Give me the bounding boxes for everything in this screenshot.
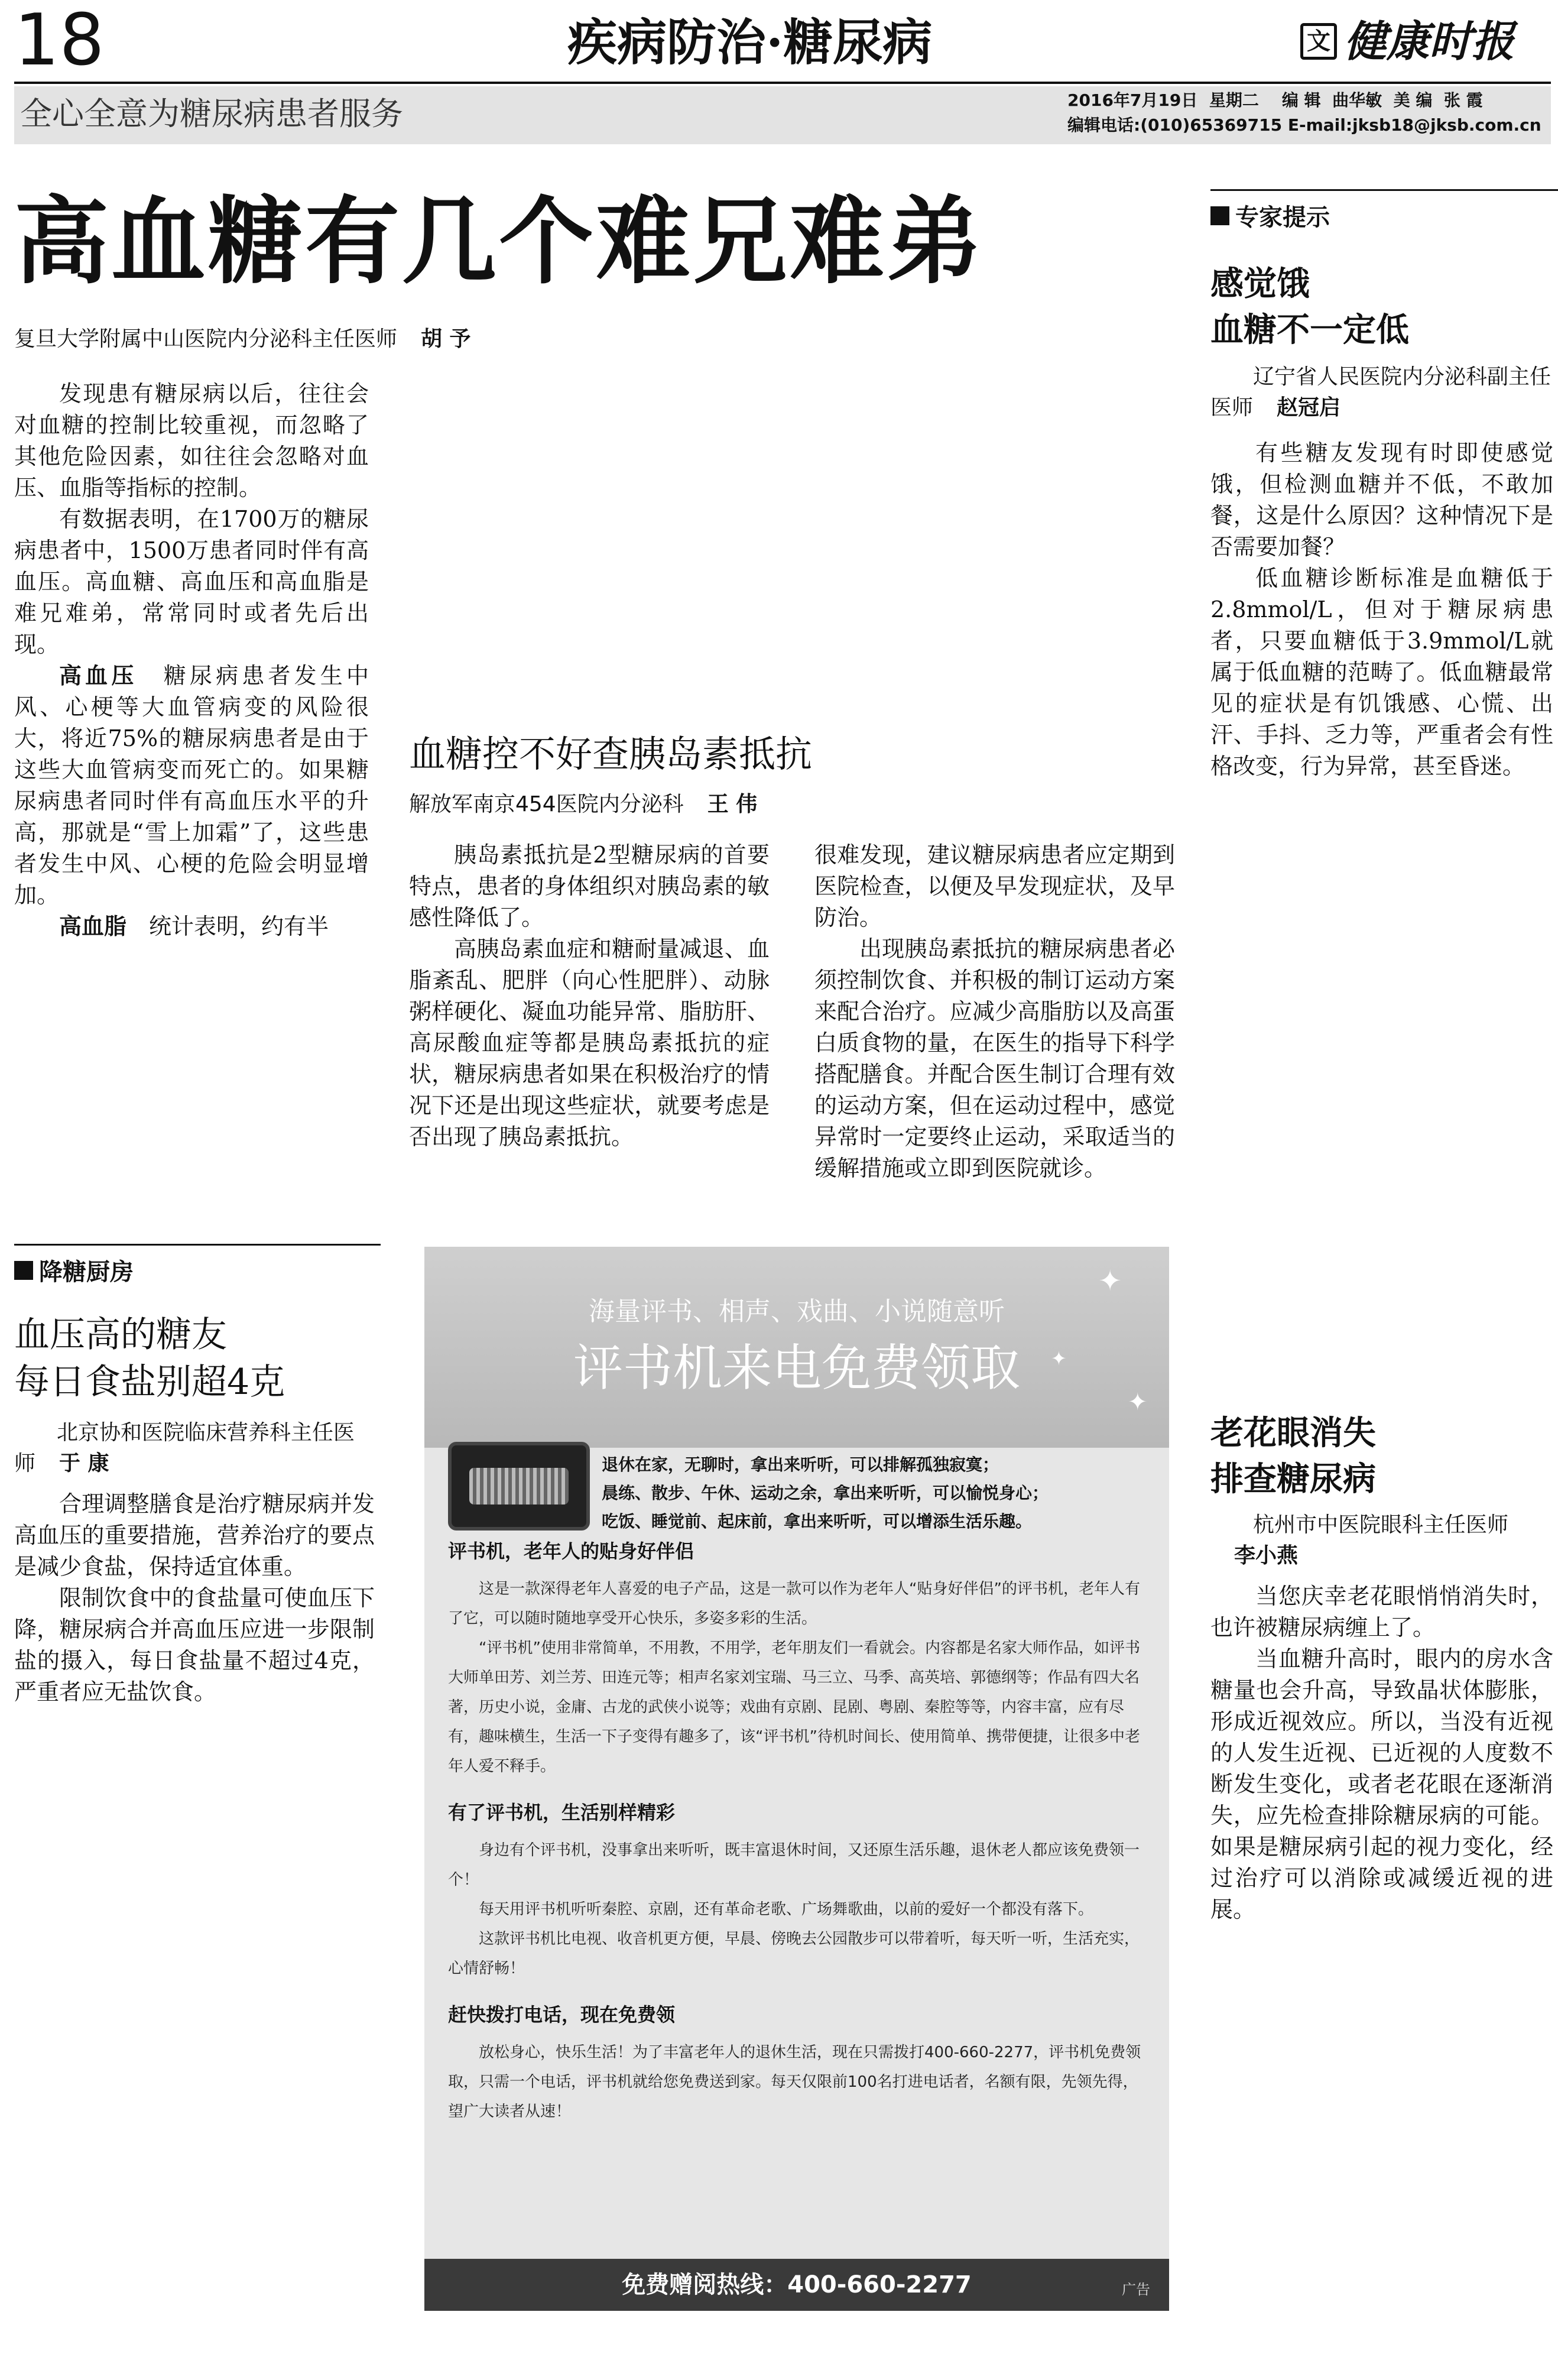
ad-paragraph: 这款评书机比电视、收音机更方便，早晨、傍晚去公园散步可以带着听，每天听一听，生活充实，心情舒畅！ (448, 1930, 1140, 1977)
paragraph: 胰岛素抵抗是2型糖尿病的首要特点，患者的身体组织对胰岛素的敏感性降低了。 (409, 842, 770, 930)
ad-body (448, 1536, 1145, 2126)
slogan: 全心全意为糖尿病患者服务 (20, 95, 403, 132)
second-col-1 (409, 839, 770, 1153)
ad-title: 评书机来电免费领取 (573, 1339, 1020, 1397)
second-byline (409, 789, 757, 820)
sparkle-icon: ✦ (1098, 1264, 1122, 1298)
kitchen-body (14, 1489, 375, 1708)
headline-line: 每日食盐别超4克 (14, 1361, 285, 1403)
expert-a1-body (1210, 437, 1553, 782)
subhead-label: 高血压 (59, 663, 138, 689)
ad-paragraph: “评书机”使用非常简单，不用教，不用学，老年朋友们一看就会。内容都是名家大师作品，如评书大师单田芳、刘兰芳、田连元等；相声名家刘宝瑞、马三立、马季、高英培、郭德纲等；作品有四大名著，历史小说，金庸、古龙的武侠小说等；戏曲有京剧、昆剧、粤剧、秦腔等等，内容丰富，应有尽有，趣味横生，生活一下子变得有趣多了，该“评书机”待机时间长、使用简单、携带便捷，让很多中老年人爱不释手。 (448, 1639, 1140, 1775)
headline-line: 血压高的糖友 (14, 1314, 227, 1356)
main-byline (14, 324, 471, 355)
byline-name: 赵冠启 (1277, 395, 1341, 420)
sparkle-icon: ✦ (1051, 1347, 1067, 1370)
expert-a1-headline (1210, 261, 1409, 354)
paragraph: 当您庆幸老花眼悄悄消失时，也许被糖尿病缠上了。 (1210, 1583, 1553, 1640)
section-label-text: 降糖厨房 (39, 1259, 134, 1286)
expert-a2-headline (1210, 1411, 1376, 1503)
feature-line: 退休在家，无聊时，拿出来听听，可以排解孤独寂寞； (602, 1455, 999, 1474)
ad-section-heading: 有了评书机，生活别样精彩 (448, 1801, 676, 1824)
second-headline: 血糖控不好查胰岛素抵抗 (409, 732, 813, 776)
subhead-label: 高血脂 (59, 913, 127, 939)
expert-rule (1210, 189, 1558, 191)
square-bullet-icon (14, 1261, 33, 1280)
ad-paragraph: 身边有个评书机，没事拿出来听听，既丰富退休时间，又还原生活乐趣，退休老人都应该免费领一个！ (448, 1841, 1140, 1889)
expert-a2-body (1210, 1581, 1553, 1925)
paragraph: 很难发现，建议糖尿病患者应定期到医院检查，以便及早发现症状，及早防治。 (814, 842, 1175, 930)
newspaper-logo (1300, 18, 1514, 65)
byline-org: 解放军南京454医院内分泌科 (409, 792, 684, 816)
paragraph: 限制饮食中的食盐量可使血压下降，糖尿病合并高血压应进一步限制盐的摄入，每日食盐量不超过4克，严重者应无盐饮食。 (14, 1585, 375, 1705)
byline-name: 胡 予 (421, 327, 471, 351)
sparkle-icon: ✦ (1128, 1389, 1148, 1416)
feature-line: 吃饭、睡觉前、起床前，拿出来听听，可以增添生活乐趣。 (602, 1512, 1033, 1531)
logo-text: 健康时报 (1344, 16, 1515, 66)
section-title: 疾病防治·糖尿病 (567, 13, 933, 72)
page-number: 18 (14, 0, 105, 82)
subhead-paragraph (14, 660, 369, 911)
ad-paragraph: 放松身心，快乐生活！为了丰富老年人的退休生活，现在只需拨打400-660-2277，评书机免费领取，只需一个电话，评书机就给您免费送到家。每天仅限前100名打进电话者，名额有限，先领先得，望广大读者从速！ (448, 2044, 1141, 2120)
square-bullet-icon (1210, 206, 1229, 225)
byline-name: 李小燕 (1234, 1544, 1299, 1568)
logo-icon: 文 (1300, 23, 1337, 60)
radio-device-image (448, 1442, 590, 1531)
paragraph: 低血糖诊断标准是血糖低于2.8mmol/L，但对于糖尿病患者，只要血糖低于3.9mmol/L就属于低血糖的范畴了。低血糖最常见的症状是有饥饿感、心慌、出汗、手抖、乏力等，严重者会有性格改变，行为异常，甚至昏迷。 (1210, 565, 1553, 779)
ad-section-heading: 评书机，老年人的贴身好伴侣 (448, 1540, 694, 1562)
advertisement (424, 1247, 1169, 2311)
byline-org: 杭州市中医院眼科主任医师 (1253, 1513, 1509, 1537)
kitchen-byline (14, 1418, 375, 1479)
byline-name: 于 康 (59, 1451, 109, 1476)
main-headline: 高血糖有几个难兄难弟 (14, 186, 984, 297)
contact-line: 编辑电话:(010)65369715 E-mail:jksb18@jksb.com.cn (1067, 115, 1541, 135)
paragraph: 有些糖友发现有时即使感觉饿，但检测血糖并不低，不敢加餐，这是什么原因？这种情况下是否需要加餐？ (1210, 440, 1553, 560)
byline-org: 复旦大学附属中山医院内分泌科主任医师 (14, 327, 398, 351)
main-col-1 (14, 378, 369, 942)
paragraph: 高胰岛素血症和糖耐量减退、血脂紊乱、肥胖（向心性肥胖）、动脉粥样硬化、凝血功能异常、脂肪肝、高尿酸血症等都是胰岛素抵抗的症状，糖尿病患者如果在积极治疗的情况下还是出现这些症状，就要考虑是否出现了胰岛素抵抗。 (409, 936, 770, 1150)
headline-line: 排查糖尿病 (1210, 1460, 1376, 1499)
feature-line: 晨练、散步、午休、运动之余，拿出来听听，可以愉悦身心； (602, 1483, 1049, 1503)
expert-a1-byline (1210, 362, 1553, 423)
expert-a2-byline (1210, 1510, 1553, 1571)
paragraph: 合理调整膳食是治疗糖尿病并发高血压的重要措施，营养治疗的要点是减少食盐，保持适宜体重。 (14, 1491, 375, 1580)
paragraph: 发现患有糖尿病以后，往往会对血糖的控制比较重视，而忽略了其他危险因素，如往往会忽略对血压、血脂等指标的控制。 (14, 381, 369, 501)
issue-line: 2016年7月19日 星期二 编 辑 曲华敏 美 编 张 霞 (1067, 90, 1483, 110)
paragraph: 有数据表明，在1700万的糖尿病患者中，1500万患者同时伴有高血压。高血糖、高血压和高血脂是难兄难弟，常常同时或者先后出现。 (14, 506, 369, 657)
expert-section-label (1210, 199, 1330, 232)
subhead-paragraph (14, 911, 369, 942)
paragraph-text: 统计表明，约有半 (149, 913, 329, 939)
ad-hotline: 免费赠阅热线：400-660-2277 (622, 2271, 972, 2298)
ad-label: 广告 (1122, 2281, 1150, 2298)
byline-org: 北京协和医院临床营养科主任医师 (14, 1421, 355, 1476)
section-label-text: 专家提示 (1235, 204, 1330, 231)
paragraph-text: 糖尿病患者发生中风、心梗等大血管病变的风险很大，将近75%的糖尿病患者是由于这些大血管病变而死亡的。如果糖尿病患者同时伴有高血压水平的升高，那就是“雪上加霜”了，这些患者发生中风、心梗的危险会明显增加。 (14, 663, 369, 908)
kitchen-rule (14, 1244, 381, 1246)
headline-line: 感觉饿 (1210, 265, 1310, 303)
byline-org: 辽宁省人民医院内分泌科副主任医师 (1210, 365, 1551, 420)
ad-tagline: 海量评书、相声、戏曲、小说随意听 (589, 1296, 1005, 1327)
headline-line: 老花眼消失 (1210, 1414, 1376, 1452)
headline-line: 血糖不一定低 (1210, 311, 1409, 349)
paragraph: 出现胰岛素抵抗的糖尿病患者必须控制饮食、并积极的制订运动方案来配合治疗。应减少高脂肪以及高蛋白质食物的量，在医生的指导下科学搭配膳食。并配合医生制订合理有效的运动方案，但在运动过程中，感觉异常时一定要终止运动，采取适当的缓解措施或立即到医院就诊。 (814, 936, 1175, 1181)
byline-name: 王 伟 (707, 792, 758, 816)
kitchen-headline (14, 1311, 285, 1406)
kitchen-section-label (14, 1253, 134, 1287)
ad-features (602, 1451, 1151, 1536)
second-col-2 (814, 839, 1175, 1184)
ad-section-heading: 赶快拨打电话，现在免费领 (448, 2003, 676, 2026)
ad-paragraph: 每天用评书机听听秦腔、京剧，还有革命老歌、广场舞歌曲，以前的爱好一个都没有落下。 (479, 1901, 1094, 1918)
masthead-rule (14, 82, 1551, 84)
paragraph: 当血糖升高时，眼内的房水含糖量也会升高，导致晶状体膨胀，形成近视效应。所以，当没有近视的人发生近视、已近视的人度数不断发生变化，或者老花眼在逐渐消失，应先检查排除糖尿病的可能。如果是糖尿病引起的视力变化，经过治疗可以消除或减缓近视的进展。 (1210, 1646, 1553, 1922)
ad-paragraph: 这是一款深得老年人喜爱的电子产品，这是一款可以作为老年人“贴身好伴侣”的评书机，老年人有了它，可以随时随地享受开心快乐，多姿多彩的生活。 (448, 1580, 1140, 1627)
